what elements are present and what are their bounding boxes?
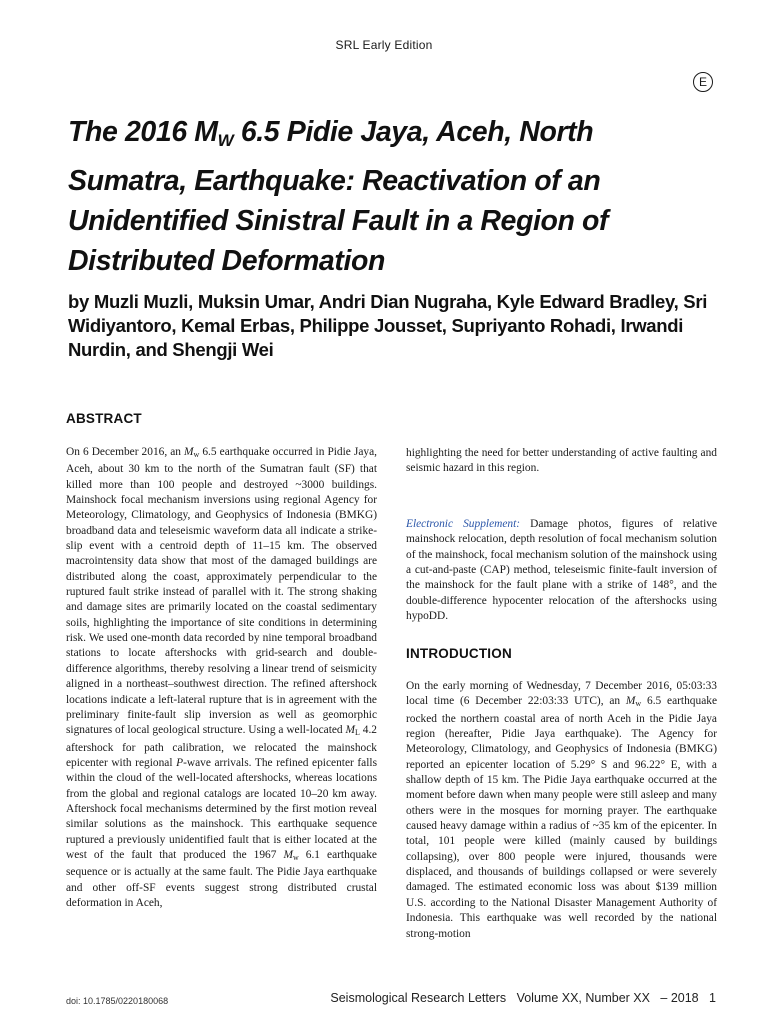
intro-text-2: 6.5 earthquake rocked the northern coastal area of north Aceh in the Pidie Jaya region (hereafter, Pidie Jaya earthquake). The Agency for Meteorology, Climatology, and Geophysics of Indonesia (BMKG) reported an epicenter location of 5.29° S and 96.22° E, with a shallow depth of 15 km. The Pidie Jaya earthquake occurred at the moment before dawn when many people were still asleep and many others were in the mosques for morning prayer. The earthquake caused heavy damage within a radius of ~35 km of the epicenter. In total, 101 people were killed (mainly caused by buildings collapsing), over 800 people were injured, thousands were displaced, and thousands of buildings collapsed or were severely damaged. The estimated economic loss was about $139 million U.S. according to the National Disaster Management Authority of Indonesia. This earthquake was well recorded by the national strong-motion	[406, 695, 717, 940]
electronic-supplement-text: Damage photos, figures of relative mainshock relocation, depth resolution of focal mechanism solution of the mainshock, focal mechanism solution of the mainshock using a cut-and-paste (CAP) method, teleseismic finite-fault inversion of the mainshock for the fault plane with a strike of 148°, and the double-difference hypocenter relocation of the aftershocks using hypoDD.	[406, 518, 717, 623]
title-part-2: 6.5 Pidie Jaya, Aceh, North Sumatra, Earthquake: Reactivation of an Unidentified Sinistral Fault in a Region of Distributed Deformation	[68, 116, 609, 277]
abstract-text-1: On 6 December 2016, an	[66, 446, 185, 458]
author-list: by Muzli Muzli, Muksin Umar, Andri Dian Nugraha, Kyle Edward Bradley, Sri Widiyantoro, Kemal Erbas, Philippe Jousset, Supriyanto Rohadi, Irwandi Nurdin, and Shengji Wei	[68, 291, 708, 360]
abstract-text-3: 4.2 aftershock for path calibration, we relocated the mainshock epicenter with regional	[66, 724, 378, 769]
abstract-heading: ABSTRACT	[66, 411, 142, 426]
p-wave-symbol: P	[176, 756, 184, 769]
intro-mw-symbol: M	[625, 695, 636, 708]
mw-symbol-2: M	[283, 848, 293, 861]
electronic-supplement-link[interactable]: Electronic Supplement:	[406, 518, 521, 530]
title-part-1: The 2016 M	[68, 116, 218, 148]
electronic-supplement-note	[406, 517, 717, 624]
abstract-text-2: 6.5 earthquake occurred in Pidie Jaya, Aceh, about 30 km to the north of the Sumatran fault (SF) that killed more than 100 people and destroyed ~3000 buildings. Mainshock focal mechanism inversions using regional Agency for Meteorology, Climatology, and Geophysics of Indonesia (BMKG) broadband data and teleseismic waveform data all indicate a strike-slip event with a centroid depth of 11–15 km. The observed macrointensity data show that most of the damaged buildings are distributed along the coast, approximately perpendicular to the ruptured fault strike instead of parallel with it. The strong shaking and damage sites are primarily located on the coastal sedimentary soils, highlighting the importance of site conditions in determining risk. We used one-month data recorded by nine temporal broadband stations to locate aftershocks with grid-search and double-difference algorithms, thereby resolving a linear trend of seismicity aligned in a northeast–southwest direction. The refined aftershock locations indicate a left-lateral rupture that is in agreement with the preliminary finite-fault slip inversion as well as geomorphic signatures of local geological structure. Using a well-located	[66, 446, 377, 737]
abstract-text	[66, 445, 377, 911]
title-magnitude-subscript: W	[217, 131, 234, 150]
abstract-text-4: -wave arrivals. The refined epicenter falls within the cloud of the well-located aftershocks, whereas locations from the global and regional catalogs are located 10–20 km away. Aftershock focal mechanisms determined by the first motion reveal similar solutions as the mainshock. This earthquake sequence ruptured a previously unidentified fault that is either located at the west of the fault that produced the 1967	[66, 756, 377, 861]
mw-symbol: M	[184, 446, 194, 458]
abstract-continuation: highlighting the need for better understanding of active faulting and seismic hazard in this region.	[406, 447, 717, 475]
running-head: SRL Early Edition	[335, 38, 433, 52]
electronic-supplement-badge-icon: E	[693, 72, 713, 92]
footer-doi: doi: 10.1785/0220180068	[66, 996, 169, 1006]
introduction-heading: INTRODUCTION	[406, 646, 512, 661]
introduction-text	[406, 679, 717, 942]
ml-symbol: M	[345, 724, 355, 737]
mw-subscript: w	[193, 450, 200, 459]
intro-mw-subscript: w	[635, 699, 642, 709]
intro-text-1: On the early morning of Wednesday, 7 December 2016, 05:03:33 local time (6 December 22:03:33 UTC), an	[406, 680, 717, 708]
abstract-text-5: 6.1 earthquake sequence or is actually at the same fault. The Pidie Jaya earthquake and other off-SF events suggest strong distributed crustal deformation in Aceh,	[66, 848, 377, 909]
article-title	[68, 112, 718, 281]
ml-subscript: L	[355, 728, 360, 738]
footer-journal-line: Seismological Research Letters Volume XX, Number XX – 2018 1	[330, 991, 716, 1005]
mw-subscript-2: w	[292, 852, 299, 862]
